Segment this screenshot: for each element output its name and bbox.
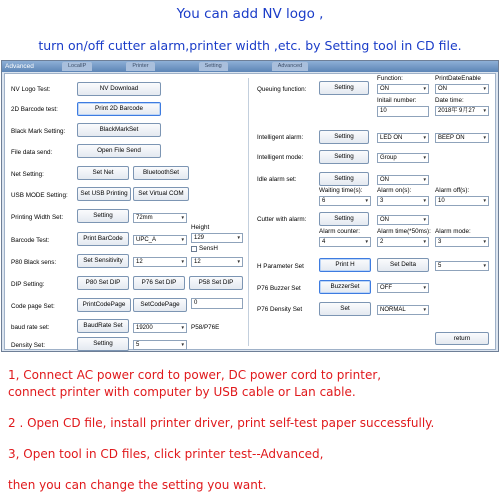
idle-alarm-setting-button[interactable]: Setting [319, 172, 369, 186]
chevron-down-icon: ▼ [422, 177, 427, 182]
p76-density-select[interactable]: NORMAL ▼ [377, 305, 429, 315]
calendar-dropdown-icon: ▼ [482, 108, 487, 113]
set-sensitivity-button[interactable]: Set Sensitivity [77, 254, 129, 268]
chevron-down-icon: ▼ [422, 135, 427, 140]
print-code-page-button[interactable]: PrintCodePage [77, 298, 131, 312]
baud-suffix-label: P58/P76E [191, 324, 220, 331]
sensitivity-select[interactable]: 12 ▼ [133, 257, 187, 267]
alarm-on-select[interactable]: 3 ▼ [377, 196, 429, 206]
code-page-input[interactable]: 0 [191, 298, 243, 309]
intelligent-mode-setting-button[interactable]: Setting [319, 150, 369, 164]
height-label: Height [191, 224, 210, 231]
caption-add-logo: You can add NV logo , [176, 6, 324, 22]
alarm-off-label: Alarm off(s): [435, 187, 470, 194]
file-send-label: File data send: [11, 149, 53, 156]
chevron-down-icon: ▼ [422, 155, 427, 160]
chevron-down-icon: ▼ [482, 86, 487, 91]
instruction-step-3-cont: then you can change the setting you want. [8, 478, 267, 492]
print-barcode-button[interactable]: Print BarCode [77, 232, 129, 246]
chevron-down-icon: ▼ [364, 198, 369, 203]
dip-setting-label: DIP Setting: [11, 281, 45, 288]
caption-setting-tool: turn on/off cutter alarm,printer width ,etc. by Setting tool in CD file. [38, 38, 462, 53]
alarm-counter-label: Alarm counter: [319, 228, 360, 235]
chevron-down-icon: ▼ [482, 239, 487, 244]
cutter-alarm-select[interactable]: ON ▼ [377, 215, 429, 225]
print-2d-barcode-button[interactable]: Print 2D Barcode [77, 102, 161, 116]
function-select[interactable]: ON ▼ [377, 84, 429, 94]
p76-density-set-button[interactable]: Set [319, 302, 371, 316]
queuing-setting-button[interactable]: Setting [319, 81, 369, 95]
instruction-step-1-cont: connect printer with computer by USB cable or Lan cable. [8, 385, 356, 399]
density-setting-button[interactable]: Setting [77, 337, 129, 351]
sensh-checkbox[interactable] [191, 246, 197, 252]
chevron-down-icon: ▼ [236, 259, 241, 264]
cutter-alarm-label: Cutter with alarm: [257, 216, 307, 223]
buzzer-set-button[interactable]: BuzzerSet [319, 280, 371, 294]
h-parameter-label: H Parameter Set [257, 263, 304, 270]
chevron-down-icon: ▼ [180, 325, 185, 330]
chevron-down-icon: ▼ [422, 285, 427, 290]
set-delta-button[interactable]: Set Delta [377, 258, 429, 272]
tab-advanced[interactable]: Advanced [272, 62, 308, 71]
tab-printer[interactable]: Printer [126, 62, 154, 71]
instruction-step-2: 2 . Open CD file, install printer driver, print self-test paper successfully. [8, 416, 435, 430]
idle-alarm-label: Idle alarm set: [257, 176, 297, 183]
chevron-down-icon: ▼ [422, 217, 427, 222]
tab-setting[interactable]: Setting [199, 62, 228, 71]
chevron-down-icon: ▼ [422, 307, 427, 312]
black-mark-set-button[interactable]: BlackMarkSet [77, 123, 161, 137]
alarm-time-select[interactable]: 2 ▼ [377, 237, 429, 247]
open-file-send-button[interactable]: Open File Send [77, 144, 161, 158]
beep-select[interactable]: BEEP ON ▼ [435, 133, 489, 143]
group-select[interactable]: Group ▼ [377, 153, 429, 163]
cutter-alarm-setting-button[interactable]: Setting [319, 212, 369, 226]
chevron-down-icon: ▼ [364, 239, 369, 244]
2d-barcode-label: 2D Barcode test: [11, 106, 58, 113]
date-time-picker[interactable]: 2018年 9月27 ▼ [435, 106, 489, 116]
black-mark-label: Black Mark Setting: [11, 128, 66, 135]
net-setting-label: Net Setting: [11, 171, 44, 178]
baud-rate-select[interactable]: 19200 ▼ [133, 323, 187, 333]
tab-localip[interactable]: LocalIP [62, 62, 92, 71]
chevron-down-icon: ▼ [482, 198, 487, 203]
alarm-on-label: Alarm on(s): [377, 187, 412, 194]
print-date-enable-select[interactable]: ON ▼ [435, 84, 489, 94]
return-button[interactable]: return [435, 332, 489, 345]
buzzer-select[interactable]: OFF ▼ [377, 283, 429, 293]
intelligent-alarm-setting-button[interactable]: Setting [319, 130, 369, 144]
alarm-off-select[interactable]: 10 ▼ [435, 196, 489, 206]
alarm-counter-select[interactable]: 4 ▼ [319, 237, 371, 247]
printing-width-setting-button[interactable]: Setting [77, 209, 129, 223]
panel-divider [248, 78, 249, 346]
barcode-test-label: Barcode Test: [11, 237, 50, 244]
chevron-down-icon: ▼ [180, 259, 185, 264]
buzzer-set-label: P76 Buzzer Set [257, 285, 301, 292]
chevron-down-icon: ▼ [180, 215, 185, 220]
instruction-step-1: 1, Connect AC power cord to power, DC power cord to printer, [8, 368, 382, 382]
p58-set-dip-button[interactable]: P58 Set DIP [189, 276, 243, 290]
h-parameter-select[interactable]: 5 ▼ [435, 261, 489, 271]
advanced-window [1, 60, 499, 352]
set-virtual-com-button[interactable]: Set Virtual COM [133, 187, 189, 201]
idle-alarm-select[interactable]: ON ▼ [377, 175, 429, 185]
bluetooth-set-button[interactable]: BluetoothSet [133, 166, 189, 180]
p76-set-dip-button[interactable]: P76 Set DIP [133, 276, 185, 290]
chevron-down-icon: ▼ [180, 342, 185, 347]
intelligent-mode-label: Intelligent mode: [257, 154, 304, 161]
code-page-label: Code page Set: [11, 303, 55, 310]
set-code-page-button[interactable]: SetCodePage [133, 298, 187, 312]
window-title: Advanced [5, 63, 34, 70]
chevron-down-icon: ▼ [422, 86, 427, 91]
p80-set-dip-button[interactable]: P80 Set DIP [77, 276, 129, 290]
chevron-down-icon: ▼ [180, 237, 185, 242]
barcode-height-select[interactable]: 129 ▼ [191, 233, 243, 243]
print-date-enable-label: PrintDateEnable [435, 75, 481, 82]
instruction-step-3: 3, Open tool in CD files, click printer test--Advanced, [8, 447, 324, 461]
settings-panel [4, 73, 496, 350]
sensh-label: SensH [199, 245, 218, 252]
chevron-down-icon: ▼ [422, 239, 427, 244]
queuing-function-label: Queuing function: [257, 86, 307, 93]
density-select[interactable]: 5 ▼ [133, 340, 187, 350]
chevron-down-icon: ▼ [482, 135, 487, 140]
set-usb-printing-button[interactable]: Set USB Printing [77, 187, 131, 201]
chevron-down-icon: ▼ [236, 235, 241, 240]
tab-strip [42, 61, 308, 72]
date-time-label: Date time: [435, 97, 464, 104]
sensh-select[interactable]: 12 ▼ [191, 257, 243, 267]
initail-number-input[interactable]: 10 [377, 106, 429, 117]
alarm-mode-select[interactable]: 3 ▼ [435, 237, 489, 247]
initail-number-label: Initail number: [377, 97, 417, 104]
chevron-down-icon: ▼ [422, 198, 427, 203]
function-label: Function: [377, 75, 403, 82]
baud-rate-label: baud rate set: [11, 324, 50, 331]
printing-width-label: Printing Width Set: [11, 214, 64, 221]
black-sens-label: P80 Black sens: [11, 259, 57, 266]
print-h-button[interactable]: Print H [319, 258, 371, 272]
usb-mode-label: USB MODE Setting: [11, 192, 68, 199]
alarm-time-label: Alarm time(*50ms): [377, 228, 431, 235]
waiting-time-select[interactable]: 6 ▼ [319, 196, 371, 206]
printing-width-select[interactable]: 72mm ▼ [133, 213, 187, 223]
chevron-down-icon: ▼ [482, 263, 487, 268]
waiting-time-label: Waiting time(s): [319, 187, 363, 194]
nv-logo-label: NV Logo Test: [11, 86, 51, 93]
led-select[interactable]: LED ON ▼ [377, 133, 429, 143]
set-net-button[interactable]: Set Net [77, 166, 129, 180]
p76-density-label: P76 Density Set [257, 306, 303, 313]
intelligent-alarm-label: Intelligent alarm: [257, 134, 304, 141]
barcode-type-select[interactable]: UPC_A ▼ [133, 235, 187, 245]
baud-rate-set-button[interactable]: BaudRate Set [77, 319, 129, 333]
nv-download-button[interactable]: NV Download [77, 82, 161, 96]
density-set-label: Density Set: [11, 342, 45, 349]
alarm-mode-label: Alarm mode: [435, 228, 471, 235]
